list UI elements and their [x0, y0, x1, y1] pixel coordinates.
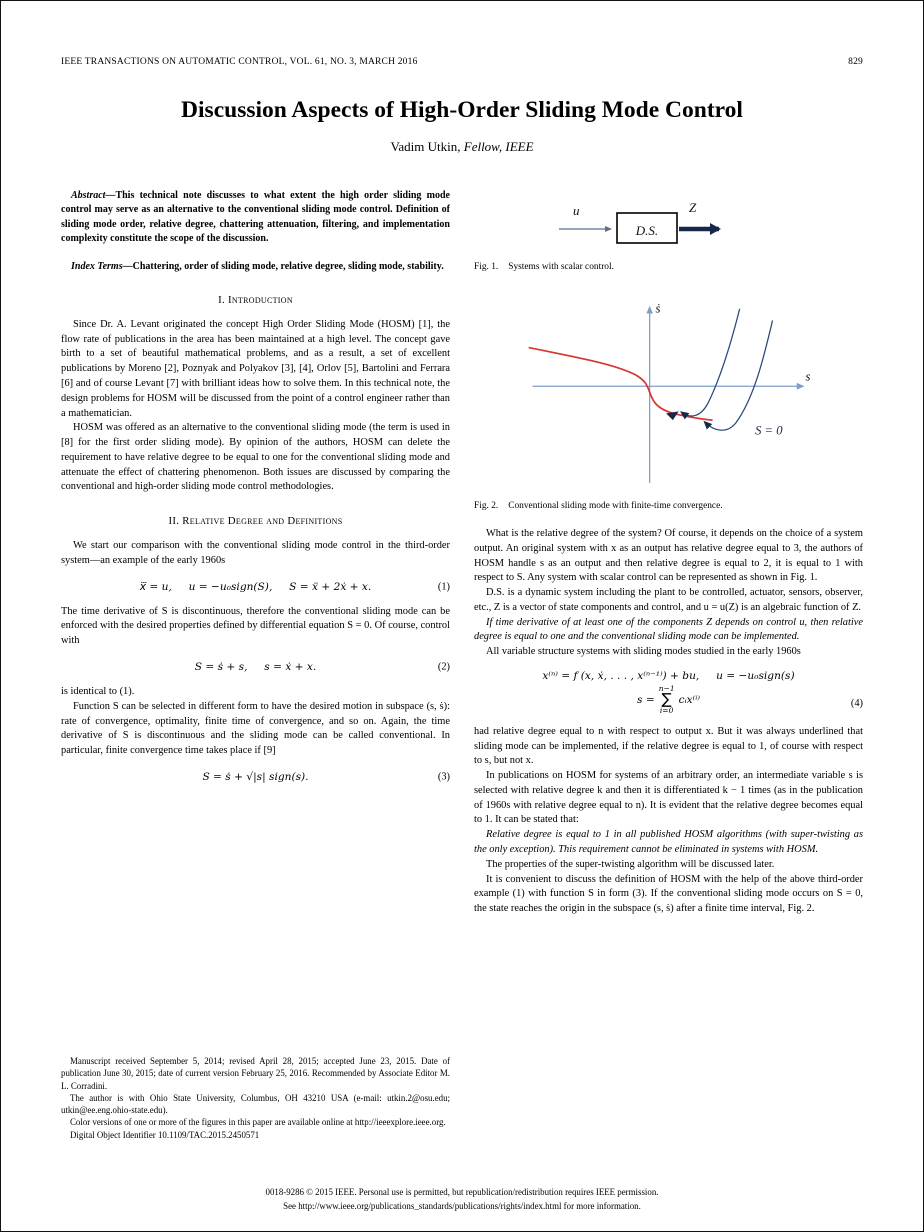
two-column-body	[61, 189, 863, 1141]
paragraph: D.S. is a dynamic system including the plant to be controlled, actuator, sensors, observer, etc., Z is a vector of state components and control, and u = u(Z) is an algebraic function of Z.	[474, 587, 863, 613]
figure-2-caption-text: Conventional sliding mode with finite-time convergence.	[508, 501, 723, 511]
equation-4-line2	[542, 685, 794, 715]
author-line	[61, 139, 863, 155]
author-name: Vadim Utkin,	[390, 139, 461, 154]
equation-3-body: S = ṡ + √|s| sign(s).	[202, 770, 309, 783]
page-number: 829	[848, 57, 863, 67]
paragraph: The time derivative of S is discontinuous, therefore the conventional sliding mode can be enforced with the desired properties defined by differential equation S = 0. Of course, control with	[61, 605, 450, 647]
curve-arrowhead	[666, 411, 679, 420]
author-affiliation-note: The author is with Ohio State University, Columbus, OH 43210 USA (e-mail: utkin.2@osu.edu; utkin@ee.eng.ohio-state.edu).	[61, 1092, 450, 1116]
equation-1	[61, 579, 450, 595]
figure-1-diagram	[551, 197, 786, 255]
paragraph: Since Dr. A. Levant originated the concept High Order Sliding Mode (HOSM) [1], the flow rate of publications in the area has been maintained at a high level. The concept gave birth to a set of beautiful mathematical problems, and as a result, a set of excellent publications by Moreno [2], Poznyak and Polyakov [3], [4], Orlov [5], Bartolini and Ferrara [6] and of course Levant [7] with brilliant ideas how to solve them. In this technical note, the design problems for HOSM will be discussed from the point of a control engineer rather than a mathematician.	[61, 318, 450, 419]
copyright-line: 0018-9286 © 2015 IEEE. Personal use is permitted, but republication/redistribution requires IEEE permission.	[265, 1187, 659, 1198]
sigma-glyph: ∑	[661, 690, 672, 709]
paragraph: It is convenient to discuss the definition of HOSM with the help of the above third-order example (1) with function S in form (3). If the conventional sliding mode occurs on S = 0, the state reaches the origin in the subspace (s, ṡ) after a finite time interval, Fig. 2.	[474, 873, 863, 915]
figure-2-caption	[474, 501, 863, 511]
manuscript-history-note: Manuscript received September 5, 2014; revised April 28, 2015; accepted June 23, 2015. Date of publication June 30, 2015; date of current version February 25, 2016. Recommended by Associate Editor M. L. Corradini.	[61, 1056, 450, 1091]
fig2-y-axis-label: ṡ	[654, 301, 660, 316]
equation-1-number: (1)	[437, 581, 450, 593]
running-head	[61, 57, 863, 67]
sliding-manifold-curve	[528, 348, 712, 421]
paragraph: Function S can be selected in different form to have the desired motion in subspace (s, ṡ): rate of convergence, optimality, finite time of convergence, and so on. Again, the time derivative of S is discontinuous and the sliding mode can be called conventional. In particular, finite convergence time takes place if [9]	[61, 700, 450, 757]
trajectory-2	[704, 320, 772, 430]
section-2-heading: II. Relative Degree and Definitions	[168, 515, 343, 528]
equation-4-sum-lhs: s =	[637, 693, 655, 706]
paragraph: is identical to (1).	[61, 685, 135, 697]
fig2-x-axis-label: s	[804, 369, 810, 384]
abstract	[61, 189, 450, 247]
doi-note: Digital Object Identifier 10.1109/TAC.2015.2450571	[70, 1129, 260, 1140]
equation-2-body: S = ṡ + s, s = ẋ + x.	[194, 660, 317, 673]
paragraph: HOSM was offered as an alternative to the conventional sliding mode (the term is used in [8] for the first order sliding mode). By opinion of the authors, HOSM can delete the requirement to have relative degree to be equal to one for the conventional sliding mode and attenuate the effect of chattering phenomenon. Both issues are discussed by comparing the conventional and high-order sliding mode control methodologies.	[61, 422, 450, 493]
emphasized-statement: Relative degree is equal to 1 in all published HOSM algorithms (with super-twisting as the only exception). This requirement cannot be eliminated in systems with HOSM.	[474, 829, 863, 856]
figure-1-caption	[474, 262, 863, 272]
figure-1-caption-text: Systems with scalar control.	[508, 262, 614, 272]
equation-3-number: (3)	[437, 771, 450, 783]
sum-upper-limit: n−1	[658, 683, 675, 693]
fig2-s-equals-zero-label: S = 0	[754, 423, 782, 438]
left-column	[61, 189, 450, 1141]
equation-1-body: x⃛ = u, u = −u₀sign(S), S = ẍ + 2ẋ + x.	[139, 580, 372, 593]
equation-4-body	[542, 670, 794, 715]
figure-2	[474, 294, 863, 494]
paragraph: The properties of the super-twisting algorithm will be discussed later.	[486, 858, 775, 870]
abstract-label: Abstract—	[71, 190, 116, 201]
page-content	[1, 1, 923, 1141]
equation-4-sum-rhs: cᵢx⁽ⁱ⁾	[678, 693, 700, 706]
right-column	[474, 189, 863, 1141]
fig1-u-label: u	[573, 203, 580, 218]
equation-4-number: (4)	[850, 697, 863, 709]
equation-3	[61, 769, 450, 785]
index-terms-label: Index Terms—	[71, 260, 133, 272]
abstract-text: This technical note discusses to what extent the high order sliding mode control may serve as an alternative to the conventional sliding mode control. Definition of sliding mode order, relative degree, chattering attenuation, filtering, and implementation complexity constitute the scope of the discussion.	[61, 190, 450, 245]
paragraph: What is the relative degree of the system? Of course, it depends on the choice of a system output. An original system with x as an output has relative degree equal to 3, the authors of HOSM handle s as an output and then relative degree is equal to 2, it is equal to 1 with respect to S. Any system with scalar control can be represented as shown in Fig. 1.	[474, 528, 863, 584]
sum-lower-limit: i=0	[659, 706, 674, 716]
equation-2-number: (2)	[437, 661, 450, 673]
paper-title: Discussion Aspects of High-Order Sliding Mode Control	[181, 97, 743, 123]
figure-2-plot	[519, 294, 819, 494]
author-role: Fellow, IEEE	[460, 139, 534, 154]
paragraph: We start our comparison with the conventional sliding mode control in the third-order system—an example of the early 1960s	[61, 540, 450, 566]
emphasized-statement: If time derivative of at least one of the components Z depends on control u, then relative degree is equal to one and the conventional sliding mode can be implemented.	[474, 616, 863, 643]
equation-2	[61, 659, 450, 675]
journal-title: IEEE TRANSACTIONS ON AUTOMATIC CONTROL, VOL. 61, NO. 3, MARCH 2016	[61, 57, 418, 67]
figure-2-caption-label: Fig. 2.	[474, 501, 499, 511]
index-terms-text: Chattering, order of sliding mode, relative degree, sliding mode, stability.	[132, 260, 444, 272]
fig1-z-label: Z	[689, 200, 697, 215]
summation-symbol	[659, 685, 675, 715]
section-1-heading: I. Introduction	[218, 293, 293, 306]
paragraph: All variable structure systems with sliding modes studied in the early 1960s	[486, 646, 801, 658]
equation-4	[474, 670, 863, 715]
footnote-block	[61, 1041, 450, 1141]
figure-1-caption-label: Fig. 1.	[474, 262, 499, 272]
fig1-box-label: D.S.	[635, 223, 659, 238]
figure-1	[474, 197, 863, 255]
equation-4-line1: x⁽ⁿ⁾ = f (x, ẋ, . . . , x⁽ⁿ⁻¹⁾) + bu, u = −u₀sign(s)	[542, 669, 795, 682]
paragraph: In publications on HOSM for systems of an arbitrary order, an intermediate variable s is selected with relative degree k and then it is differentiated k − 1 times (as in the publication of 1960s with relative degree equal to n). It is evident that the relative degree becomes equal to 1. It can be stated that:	[474, 770, 863, 826]
rights-url-line: See http://www.ieee.org/publications_standards/publications/rights/index.html for more information.	[283, 1200, 641, 1211]
trajectory-1	[681, 309, 739, 416]
copyright-footer	[1, 1186, 923, 1213]
index-terms	[61, 260, 450, 274]
paragraph: had relative degree equal to n with respect to output x. But it was always underlined that sliding mode can be implemented, if the relative degree is equal to 1, of course with respect to s, but not x.	[474, 725, 863, 767]
color-versions-note: Color versions of one or more of the figures in this paper are available online at http://ieeexplore.ieee.org.	[70, 1117, 446, 1128]
